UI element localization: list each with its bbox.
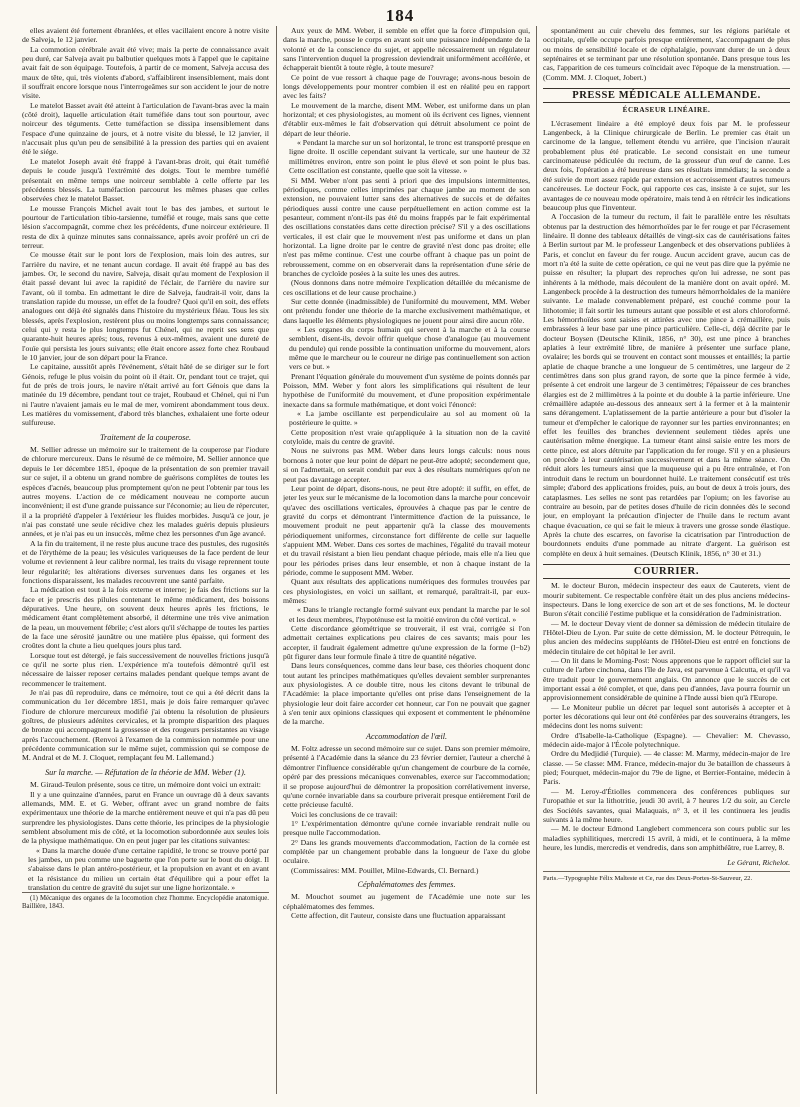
paragraph: Si MM. Weber n'ont pas senti à priori que des impulsions intermittentes, périodiques, comme celles imprimées par chaque jambe au moment de son extension, ne pouvaient lutter sans des alternatives de succès et de défaites périodiques aussi contre une cause perpétuellement en action comme est la pesanteur, comment n'ont-ils pas été du moins frappés par le fait expérimental des oscillations constatées dans cette direction précise? S'il y a des oscillations verticales, il est clair que le mouvement n'est pas uniforme et dans un plan horizontal. La ligne droite par le centre de gravité n'est donc pas droite; elle n'est pas même continue. C'est une courbe offrant à chaque pas un point de rebroussement, comme on en observerait dans la représentation d'une série de branches de cycloïde posées à la suite les unes des autres. [283,175,530,278]
paragraph: Ce mousse était sur le pont lors de l'explosion, mais loin des autres, sur l'arrière du navire, et ne tenant aucun cordage. Il avait été frappé au bas des jambes. Or, le second du navire, Salveja, disait qu'au moment de l'explosion il était passé devant lui avec la rapidité de l'éclair, de l'arrière du navire sur l'avant, où il tomba. En admettant le dire de Salveja, faudrait-il voir, dans la translation rapide du mousse, un effet de la foudre? Quoi qu'il en soit, des effets analogues ont déjà été signalés dans l'histoire du mystérieux fléau. Tous les six blessés, après l'explosion, restèrent plus ou moins longtemps sans connaissance; celui qui y resta le plus longtemps fut Chénel, qui ne reprit ses sens que quarante-huit heures après; tous, revenus à eux-mêmes, avaient une dureté de l'ouïe qui persista les jours suivants; elle était encore assez forte chez Roubaud le 10 janvier, jour de son départ pour la France. [22,250,269,363]
paragraph: — M. le docteur Edmond Langlebert commencera son cours public sur les maladies syphilitiques, mercredi 15 avril, à midi, et le continuera, à la même heure, les lundis, mercredis et vendredis, dans son amphithéâtre, rue Larrey, 8. [543,824,790,852]
paragraph: Il y a une quinzaine d'années, parut en France un ouvrage dû à deux savants allemands, MM. E. et G. Weber, offrant avec un grand nombre de faits expérimentaux une théorie de la marche entièrement neuve et qui n'a pas dû peu surprendre les physiologistes. Dans cette théorie, les principes de la physiologie semblent absolument mis de côté, et la locomotion subordonnée aux seules lois de la physique mathématique. On en peut juger par les citations suivantes: [22,789,269,846]
paragraph: Ordre d'Isabelle-la-Catholique (Espagne). — Chevalier: M. Chevasso, médecin aide-major à l'École polytechnique. [543,730,790,750]
paragraph: Aux yeux de MM. Weber, il semble en effet que la force d'impulsion qui, dans la marche, pousse le corps en avant soit une puissance indépendante de la volonté et de la conscience du sujet, et appelle nécessairement un régulateur sans l'intervention duquel la progression deviendrait uniformément accélérée, et échapperait bientôt à toute règle, à toute mesure? [283,26,530,73]
paragraph: Le mouvement de la marche, disent MM. Weber, est uniforme dans un plan horizontal; et ces physiologistes, au moment où ils écrivent ces lignes, viennent d'établir eux-mêmes le fait d'observation qui détruit absolument ce point de départ de leur théorie. [283,100,530,138]
paragraph: Nous ne suivrons pas MM. Weber dans leurs longs calculs: nous nous bornons à noter que leur point de départ ne peut-être adopté; secondement que, si on l'admettait, on serait conduit par eux à des résultats numériques qu'on ne peut pas davantage accepter. [283,446,530,484]
paragraph: — M. le docteur Devay vient de donner sa démission de médecin titulaire de l'Hôtel-Dieu de Lyon. Par suite de cette démission, M. le docteur Pétrequin, le plus ancien des médecins suppléants de l'Hôtel-Dieu est entré en fonctions de médecin titulaire de cet hôpital le 1er avril. [543,618,790,656]
column-middle [283,26,530,1098]
paragraph: Cette proposition n'est vraie qu'appliquée à la situation non de la cavité cotyloïde, mais du centre de gravité. [283,427,530,447]
paragraph: Le matelot Basset avait été atteint à l'articulation de l'avant-bras avec la main (côté droit), laquelle articulation était tuméfiée dans tout son pourtour, avec noirceur des téguments. Cette tuméfaction se dissipa insensiblement dans l'espace d'une quinzaine de jours, et à notre visite du blessé, le 12 janvier, il n'accusait plus qu'un peu de sensibilité à la pression des parties qui en avaient été le siége. [22,100,269,157]
paragraph: — Le Moniteur publie un décret par lequel sont autorisés à accepter et à porter les décorations qui leur ont été conférées par des souverains étrangers, les médecins dont les noms suivent: [543,702,790,731]
section-heading: Céphalématomes des femmes. [357,879,456,889]
section-title: PRESSE MÉDICALE ALLEMANDE. [543,88,790,103]
paragraph: La médication est tout à la fois externe et interne; je fais des frictions sur la face et je prescris des pilules contenant le même médicament, des boissons dépuratives. Une heure, on souvent deux heures après les frictions, le médicament étant complètement absorbé, il détermine une très vive animation de la peau, un mouvement fébrile; c'est alors qu'il s'échappe de toutes les parties de la face une sérosité jaunâtre ou une matière plus épaisse, qui forment des croûtes dont la chute a lieu quelques jours plus tard. [22,585,269,651]
paragraph: Ce point de vue ressort à chaque page de l'ouvrage; avons-nous besoin de longs développements pour montrer combien il est en réalité peu en rapport avec les faits? [283,72,530,101]
column-rule [276,26,277,1094]
publisher-signature: Le Gérant, Richelot. [727,858,790,868]
column-rule [536,26,537,1094]
quotation: « Dans la marche douée d'une certaine rapidité, le tronc se trouve porté par les jambes, un peu comme une baguette que l'on porte sur le bout du doigt. Il s'abaisse dans le plan antéro-postérieur, et la propulsion en avant et en avant et la résistance du milieu un certain état d'équilibre qui a pour effet la translation du centre de gravité du sujet sur une ligne horizontale. » [28,845,269,892]
quotation: « La jambe oscillante est perpendiculaire au sol au moment où la postérieure le quitte. » [289,409,530,428]
paragraph: — On lit dans le Morning-Post: Nous apprenons que le rapport officiel sur la culture de l'arbre cinchona, dans l'île de Java, est parvenue à Calcutta, et qu'il va être traduit pour le gouvernement anglais. On annonce que le succès de cet important essai a été complet, et que, dans peu d'années, Java pourra fournir un approvisionnement considérable de quinine à l'Inde aussi bien qu'à l'Europe. [543,656,790,703]
paragraph: spontanément au cuir chevelu des femmes, sur les régions pariétale et occipitale, qu'elle occupe parfois presque entièrement, s'accompagnant de plus ou moins de sensibilité locale et de céphalalgie, pouvant durer de un à deux septénaires et se terminant par une résolution spontanée. Dans presque tous les cas, l'apparition de ces tumeurs coïncidait avec l'époque de la menstruation. — (Comm. MM. J. Cloquet, Jobert.) [543,26,790,82]
section-heading: Traitement de la couperose. [99,432,192,442]
paragraph: A la fin du traitement, il ne reste plus aucune trace des pustules, des rugosités et de l'érythème de la peau; les vésicules variqueuses de la face perdent de leur volume et reviennent à leur calibre normal, les traits du visage reprennent toute leur régularité; les altérations diverses survenues dans les organes et les fonctions disparaissent, les malades recouvrent une santé parfaite. [22,538,269,585]
paragraph: Prenant l'équation générale du mouvement d'un système de points donnés par Poisson, MM. Weber y font alors les simplifications qui résultent de leur hypothèse de l'uniformité du mouvement, et d'une proposition expérimentale inexacte dans sa formule mathématique, et dont voici l'énoncé: [283,371,530,409]
quotation: « Pendant la marche sur un sol horizontal, le tronc est transporté presque en ligne droite. Il oscille cependant suivant la verticale, sur une hauteur de 32 millimètres environ, entre son point le plus élevé et son point le plus bas. Cette oscillation est constante, quelle que soit la vitesse. » [289,138,530,176]
paragraph: A l'occasion de la tumeur du rectum, il fait le parallèle entre les résultats obtenus par la destruction des hémorrhoïdes par le fer rouge et par l'écrasement linéaire. Il donne des tableaux détaillés de vingt-six cas de cautérisations faites à Berlin surtout par M. le professeur Langenbeck et des observations publiées à Paris, et conclut en faveur du fer rouge. Aucun accident grave, aucun cas de mort n'a été la suite de cette opération, ce qui ne veut pas dire que la pyémie ne puisse en résulter; la plupart des reproches qu'on lui adresse, ne sont pas inhérents à la méthode, mais découlent de la manière dont on avait opéré. M. Langenbeck procède à la destruction des tumeurs hémorrhoïdales de la manière suivante. Le malade convenablement préparé, est couché comme pour la lithotomie; il fait sortir les tumeurs autant que possible et est alors chloroformé. Les hémorrhoïdes sont saisies et attirées avec une pince à crémaillère, puis embrassées à leur base par une pince particulière. Celle-ci, déjà décrite par le docteur Boysen (Deutsche Klinik, 1856, n° 30), est une pince à branches aplaties à leur extrémité libre, de manière à présenter une surface plane, ovalaire; les bords qui se trouvent en contact sont mousses et entaillés; la partie aplatie de chaque branche a une longueur de 5 centimètres, une largeur de 2 centimètres dans son plus grand rayon, de sorte que la pince fermée à vide, présente à cet endroit une largeur de 3 centimètres; l'épaisseur de ces branches élargies est de 2 millimètres à la pointe et du double à la partie inférieure. Une crémaillère adaptée au-dessous des anneaux sert à la fermer et à la maintenir sans dérangement. L'aplatissement de la partie antérieure a pour but d'isoler la tumeur et d'empêcher le calorique de rayonner sur les parties environnantes; en effet les feuilles des branches deviennent seulement tièdes après une cautérisation même énergique. La tumeur étant ainsi saisie entre les mors de cette pince, est alors détruite par l'application du fer rouge. S'il y en a plusieurs on procède à leur cautérisation successivement et dans la même séance. On réduit alors les tumeurs ainsi que la muqueuse qui a pu être entraînée, et l'on introduit dans le rectum un bourdonnet huilé. Le traitement consécutif est très simple; d'abord des applications froides, puis, au bout de deux à trois jours, des cataplasmes. Les selles ne sont pas retardées par l'opium; on les favorise au contraire au besoin, par de petites doses d'huile de ricin données dès le second jour, en employant la précaution d'injecter de l'huile dans le rectum avant chaque évacuation, ce qui se fait le mieux à travers une grosse sonde élastique. Après la chute des escarres, on favorise la cicatrisation par l'introduction de bourdonnets enduits d'une pommade au nitrate d'argent. La guérison est complète en deux à huit semaines. (Deutsch Klinik, 1856, n° 30 et 31.) [543,212,790,558]
paragraph: Le mousse François Michel avait tout le bas des jambes, et surtout le pourtour de l'articulation tibio-tarsienne, tuméfié et rouge, mais sans que cette lésion s'accompagnât, comme chez les précédents, d'une noirceur extérieure. Il resta de dix à quinze minutes sans connaissance, après avoir proféré un cri de terreur. [22,203,269,250]
paragraph: 2° Dans les grands mouvements d'accommodation, l'action de la cornée est complétée par un changement probable dans la longueur de l'axe du globe oculaire. [283,837,530,866]
paragraph: Le matelot Joseph avait été frappé à l'avant-bras droit, qui était tuméfié depuis le coude jusqu'à l'extrémité des doigts. Tout le membre tuméfié présentait en même temps une noirceur semblable à celle offerte par les précédents blessés. La tuméfaction parcourut les mêmes phases que celles observées chez le matelot Basset. [22,156,269,204]
footnote: (1) Mécanique des organes de la locomotion chez l'homme. Encyclopédie anatomique. Baillière, 1843. [22,892,269,911]
paragraph: 1° L'expérimentation démontre qu'une cornée invariable rendrait nulle ou presque nulle l'accommodation. [283,818,530,838]
paragraph: Cette affection, dit l'auteur, consiste dans une fluctuation apparaissant [291,910,506,920]
paragraph: (Nous donnons dans notre mémoire l'explication détaillée du mécanisme de ces oscillations et de leur cause prochaine.) [283,278,530,297]
section-heading: Accommodation de l'œil. [365,731,448,741]
column-right [543,26,790,1098]
paragraph: elles avaient été fortement ébranlées, et elles vacillaient encore à notre visite de Salveja, le 12 janvier. [22,26,269,45]
paragraph: L'écrasement linéaire a été employé deux fois par M. le professeur Langenbeck, à la Clinique chirurgicale de Berlin. Le premier cas était un carcinome de la langue, tellement étendu vu arrière, que l'incision n'aurait probablement plus été praticable. Le second consistait en une tumeur carcinomateuse pédiculée du rectum, de la grosseur d'un œuf de canne. Les deux fois, l'opération a été heureuse dans ses résultats immédiats; la seconde a été suivie de mort assez rapide par extension et accroissement d'autres tumeurs cancéreuses. Le docteur Fock, qui rapporte ces cas, insiste à ce sujet, sur les avantages de ce nouveau mode opératoire, mais tend à en rétrécir les indications beaucoup plus que l'inventeur. [543,118,790,212]
paragraph: M. Foltz adresse un second mémoire sur ce sujet. Dans son premier mémoire, présenté à l'Académie dans la séance du 23 février dernier, l'auteur a cherché à démontrer l'influence considérable qu'un changement de courbure de la cornée, opéré par des pressions mécaniques convenables, exerce sur l'accommodation; il se propose aujourd'hui de démontrer la proposition corrélativement inverse, qu'une cornée invariable dans sa courbure priverait presque entièrement l'œil de cette précieuse faculté. [283,744,530,810]
paragraph: — M. Leroy-d'Étiolles commencera des conférences publiques sur l'uropathie et sur la lithotritie, jeudi 30 avril, à 7 heures 1/2 du soir, au Cercle des Sociétés savantes, quai Malaquais, n° 3, et il les continuera les jeudis suivants à la même heure. [543,786,790,824]
paragraph: La commotion cérébrale avait été vive; mais la perte de connaissance avait peu duré, car Salveja avait pu balbutier quelques mots à l'appel que le capitaine avait fait de son équipage. Toutefois, à partir de ce moment, Salveja accusa des maux de tête, qui, très violents d'abord, s'affaiblirent insensiblement, mais dont il souffrait encore lorsque nous l'interrogeâmes sur son accident le jour de notre visite. [22,44,269,101]
paragraph: Sur cette donnée (inadmissible) de l'uniformité du mouvement, MM. Weber ont prétendu fonder une théorie de la marche exclusivement mathématique, et dans laquelle les éléments physiologiques ne jouent pour ainsi dire aucun rôle. [283,296,530,325]
paragraph: M. le docteur Buron, médecin inspecteur des eaux de Cauterets, vient de mourir subitement. Ce respectable confrère était un des plus anciens médecins-inspecteurs. Dans le long exercice de son art et de ses fonctions, M. le docteur Buron s'était concilié l'estime publique et la considération de l'administration. [543,581,790,619]
paragraph: M. Giraud-Teulon présente, sous ce titre, un mémoire dont voici un extrait: [30,780,261,790]
quotation: « Les organes du corps humain qui servent à la marche et à la course semblent, disent-ils, devoir offrir quelque chose d'analogue (au mouvement du pendule) qui rende possible la continuation uniforme du mouvement, alors même que le marcheur ou le coureur ne dirige pas continuellement son action vers ce but. » [289,325,530,372]
paragraph: Je n'ai pas dû reproduire, dans ce mémoire, tout ce qui a été décrit dans la communication du 1er décembre 1851, mais je dois faire remarquer qu'avec l'iodure de chlorure mercureux modifié j'ai obtenu la résolution de plusieurs goîtres, de plusieurs adénites cervicales, et la prompte disparition des plaques de bronze qui accompagnent la grossesse et des rougeurs persistantes au visage après l'accouchement. (Renvoi à l'examen de la commission nommée pour une précédente communication sur le même sujet, commission qui se compose de M. Andral et de M. J. Cloquet, remplaçant feu M. Lallemand.) [22,688,269,763]
paragraph: (Commissaires: MM. Pouillet, Milne-Edwards, Cl. Bernard.) [291,865,479,875]
paragraph: Ordre du Medjidié (Turquie). — 4e classe: M. Marmy, médecin-major de 1re classe. — 5e classe: MM. France, médecin-major du 3e bataillon de chasseurs à pied; Fourquet, médecin-major du 79e de ligne, et Berrier-Fontaine, médecin à Paris. [543,749,790,787]
quotation: « Dans le triangle rectangle formé suivant eux pendant la marche par le sol et les deux membres, l'hypoténuse est la moitié environ du côté vertical. » [289,605,530,624]
printer-imprint: Paris.—Typographie Félix Malteste et Ce, rue des Deux-Portes-St-Sauveur, 22. [543,871,790,883]
paragraph: Leur point de départ, disons-nous, ne peut être adopté: il suffit, en effet, de jeter les yeux sur le mécanisme de la locomotion dans la marche pour concevoir qu'avec des oscillations verticales, éprouvées à chaque pas par le centre de gravité du corps et démontrant l'intermittence d'action de la puissance, le mouvement produit ne peut appartenir qu'à la classe des mouvements périodiquement uniformes, circonstance fort différente de celle sur laquelle s'appuient MM. Weber. Dans ces sortes de machines, l'égalité du travail moteur et du travail résistant a bien lieu pendant chaque période, mais elle n'a lieu que pour les périodes prises dans leur ensemble, et non à chaque instant de la période, comme le supposent MM. Weber. [283,483,530,577]
paragraph: Voici les conclusions de ce travail: [291,809,398,819]
paragraph: Cette discordance géométrique se trouverait, il est vrai, corrigée si l'on admettait certaines explications peu claires de ces savants; mais pour les accepter, il faudrait également admettre qu'une expression de la forme (l−b2) pût figurer dans leur formule finale à titre de quantité négative. [283,624,530,662]
paragraph: Lorsque tout est détergé, je fais successivement de nouvelles frictions jusqu'à ce qu'il ne sorte plus rien. L'expérience m'a toutefois démontré qu'il est nécessaire de laisser reposer certains malades pendant quelque temps avant de recommencer le traitement. [22,650,269,688]
paragraph: M. Sellier adresse un mémoire sur le traitement de la couperose par l'iodure de chlorure mercureux. Dans le résumé de ce mémoire, M. Sellier annonce que depuis le 1er décembre 1851, époque de la présentation de son premier travail sur ce sujet, il a obtenu un grand nombre de guérisons complètes de toutes les espèces d'acnés, beaucoup plus promptement qu'on ne peut l'obtenir par tous les autres moyens. L'action de ce médicament nouveau ne comporte aucun inconvénient; il est d'une grande puissance sur l'économie; au lieu de répercuter, il a la propriété d'appeler à l'extérieur les fluides morbides. Jusqu'à ce jour, je n'ai pas constaté une seule récidive chez les malades guéris depuis plusieurs années, et je n'ai pas eu un insuccès, même chez les personnes d'un âge avancé. [22,445,269,539]
section-title: COURRIER. [543,564,790,579]
subsection-title: ÉCRASEUR LINÉAIRE. [622,106,711,115]
paragraph: Le capitaine, aussitôt après l'événement, s'était hâté de se diriger sur le fort Génois, refuge le plus voisin du point où il était. Or, pendant tout ce trajet, qui fut de près de trois jours, le navire n'était arrivé au fort Génois que dans la matinée du 19 décembre, pendant tout ce trajet, Roubaud et Chénel, qui ni l'un ni l'autre n'avaient jamais eu le mal de mer, vomirent abondamment tous deux. Les matières du vomissement, d'abord très blanches, exhalaient une forte odeur sulfureuse. [22,362,269,428]
section-heading: Sur la marche. — Réfutation de la théorie de MM. Weber (1). [45,767,246,777]
column-left [22,26,269,1098]
paragraph: Quant aux résultats des applications numériques des formules trouvées par ces physiologistes, en voici un saillant, et remarqué, paraîtrait-il, par eux-mêmes: [283,577,530,605]
paragraph: Dans leurs conséquences, comme dans leur base, ces théories choquent donc tout autant les principes mathématiques qu'elles devaient sembler surprenantes aux physiologistes. A ce double titre, nous les citons devant le tribunal de l'Académie: la place importante qu'elles ont prise dans l'enseignement de la physiologie leur doit faire accorder cet honneur, car l'on ne pouvait que gagner à s'en tenir aux opinions classiques qui exposent et commentent le phénomène de la marche. [283,661,530,727]
paragraph: M. Mouchot soumet au jugement de l'Académie une note sur les céphalématomes des femmes. [283,892,530,911]
page-number: 184 [385,6,415,25]
